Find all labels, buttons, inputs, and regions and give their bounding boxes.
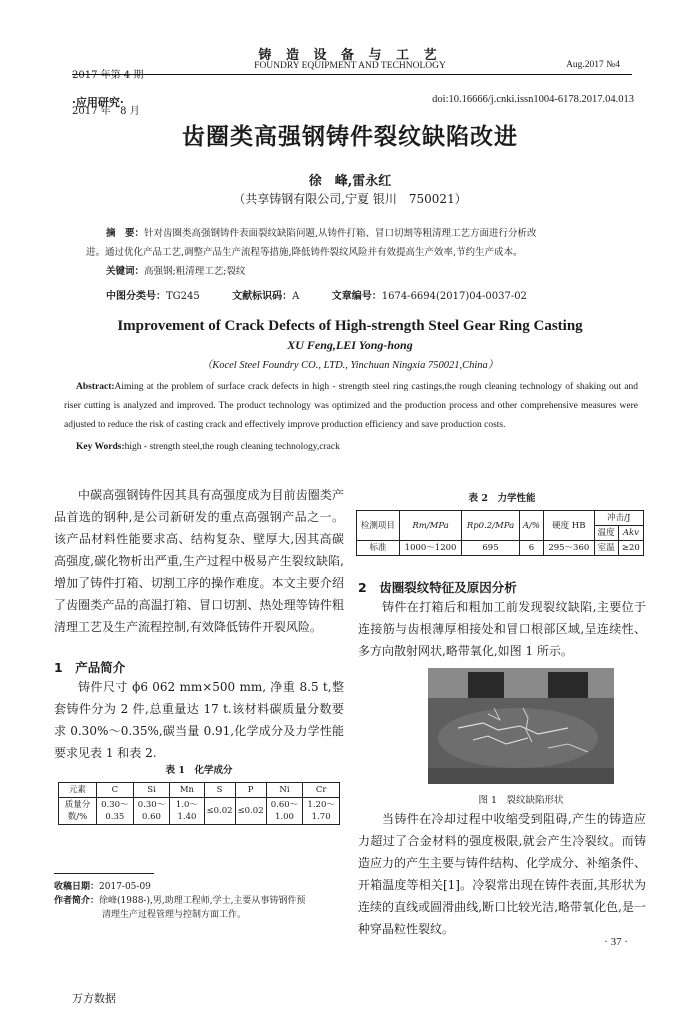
- table-1-header: Ni: [266, 783, 303, 798]
- table-2-data-row: [357, 541, 644, 556]
- article-no-label: 文章编号：: [331, 291, 382, 302]
- bio-line-2: 清理生产过程管理与控制方面工作。: [102, 910, 247, 920]
- table-2-header-akv: Akv: [618, 526, 643, 541]
- table-2-header-a: A/%: [519, 511, 543, 541]
- bio-label: 作者简介：: [54, 896, 100, 906]
- abstract-cn-text-1: 针对齿圈类高强钢铸件表面裂纹缺陷问题,从铸件打箱、冒口切割等粗清理工艺方面进行分析改: [144, 228, 537, 239]
- article-title-cn: 齿圈类高强钢铸件裂纹缺陷改进: [182, 124, 518, 150]
- table-1-header: Si: [133, 783, 170, 798]
- crack-defect-photo: [428, 668, 614, 784]
- table-1-header: C: [97, 783, 134, 798]
- received-date: 2017-05-09: [99, 882, 151, 892]
- received-label: 收稿日期：: [54, 882, 100, 892]
- table-2-header-item: 检测项目: [357, 511, 400, 541]
- keywords-en-label: Key Words:: [76, 442, 125, 452]
- table-2-header-row-1: [357, 511, 644, 526]
- crack-photo-graphic: [428, 668, 614, 784]
- section-tag: ·应用研究·: [72, 96, 124, 109]
- table-1-cell: 0.30～0.60: [133, 798, 170, 825]
- table-2-cell: 1000～1200: [399, 541, 461, 556]
- abstract-cn-label: 摘 要：: [106, 228, 145, 239]
- clc-value: TG245: [166, 291, 200, 302]
- journal-title-cn: 铸 造 设 备 与 工 艺: [258, 48, 442, 63]
- page-number: · 37 ·: [604, 936, 628, 948]
- table-1-header: 元素: [59, 783, 97, 798]
- table-1-cell: 0.60～1.00: [266, 798, 303, 825]
- abstract-cn-text-2: 进。通过优化产品工艺,调整产品生产流程等措施,降低铸件裂纹风险并有效提高生产效率,节约生产成本。: [86, 247, 523, 258]
- doi[interactable]: doi:10.16666/j.cnki.issn1004-6178.2017.04.013: [432, 94, 634, 105]
- table-1-header: S: [204, 783, 235, 798]
- affiliation-en: （Kocel Steel Foundry CO., LTD., Yinchuan Ningxia 750021,China）: [201, 360, 499, 371]
- affiliation-cn: （共享铸钢有限公司,宁夏 银川 750021）: [233, 192, 467, 206]
- table-1-cell: 0.30～0.35: [97, 798, 134, 825]
- classification-row: [106, 287, 527, 302]
- table-1-header: Cr: [303, 783, 340, 798]
- doc-code-label: 文献标识码：: [232, 291, 293, 302]
- table-2-cell: 295～360: [544, 541, 595, 556]
- keywords-en-row: [76, 442, 340, 452]
- intro-paragraph: 中碳高强钢铸件因其具有高强度成为目前齿圈类产品首选的钢种,是公司新研发的重点高强钢产品之一。该产品材料性能要求高、结构复杂、壁厚大,因其高碳高强度,碳化物析出严重,生产过程中极易产生裂纹缺陷,增加了铸件打箱、切割工序的操作难度。本文主要介绍了齿圈类产品的高温打箱、冒口切割、热处理等铸件粗清理工艺及生产流程控制,有效降低铸件开裂风险。: [54, 488, 344, 634]
- abstract-en-text: Aiming at the problem of surface crack defects in high - strength steel ring castings,the rough cleaning technology of shaking out and riser cutting is analyzed and improved. The product technology was optimized and the production process and other comprehensive measures were adjusted to reduce the risk of casting crack and effectively improve production efficiency and save production costs.: [64, 382, 638, 430]
- footnote: [54, 880, 344, 922]
- section-1-heading: 1 产品简介: [54, 660, 126, 675]
- table-2-cell: 标准: [357, 541, 400, 556]
- article-title-en: Improvement of Crack Defects of High-strength Steel Gear Ring Casting: [117, 318, 583, 334]
- table-1-cell: 1.0～1.40: [170, 798, 204, 825]
- footnote-rule: [54, 873, 154, 874]
- table-1-row-label: 质量分数/%: [59, 798, 97, 825]
- keywords-cn-label: 关键词：: [106, 266, 145, 277]
- abstract-en-label: Abstract:: [76, 382, 115, 392]
- keywords-en: high - strength steel,the rough cleaning technology,crack: [124, 442, 340, 452]
- issue-line-2: 2017 年 8 月: [72, 106, 140, 117]
- table-1-data-row: [59, 798, 340, 825]
- table-2: [356, 510, 644, 556]
- table-1-cell: ≤0.02: [204, 798, 235, 825]
- table-2-header-rm: Rm/MPa: [399, 511, 461, 541]
- table-1-cell: 1.20～1.70: [303, 798, 340, 825]
- table-2-cell: 室温: [594, 541, 618, 556]
- section-2-text: 铸件在打箱后和粗加工前发现裂纹缺陷,主要位于连接筋与齿根薄厚相接处和冒口根部区域,呈连续性、多方向散射网状,略带氧化,如图 1 所示。: [358, 600, 646, 658]
- table-1-caption: 表 1 化学成分: [165, 765, 233, 776]
- section-2-text-2: 当铸件在冷却过程中收缩受到阻碍,产生的铸造应力超过了合金材料的强度极限,就会产生冷裂纹。而铸造应力的产生主要与铸件结构、化学成分、补缩条件、开箱温度等相关[1]。冷裂常出现在铸件表面,其形状为连续的直线或圆滑曲线,断口比较光洁,略带氧化色,是一种穿晶粒性裂纹。: [358, 812, 647, 936]
- table-1: [58, 782, 340, 825]
- table-2-cell: 6: [519, 541, 543, 556]
- issue-en: Aug.2017 №4: [566, 60, 620, 70]
- table-2-header-impact: 冲击/J: [594, 511, 643, 526]
- table-2-header-hb: 硬度 HB: [544, 511, 595, 541]
- table-2-cell: ≥20: [618, 541, 643, 556]
- journal-title-en: FOUNDRY EQUIPMENT AND TECHNOLOGY: [254, 61, 446, 71]
- issue-line-1: 2017 年第 4 期: [72, 70, 144, 81]
- table-2-header-temp: 温度: [594, 526, 618, 541]
- table-1-cell: ≤0.02: [235, 798, 266, 825]
- bio-line-1: 徐峰(1988-),男,助理工程师,学士,主要从事铸钢件预: [99, 896, 306, 906]
- article-no-value: 1674-6694(2017)04-0037-02: [381, 291, 527, 302]
- table-1-header-row: [59, 783, 340, 798]
- table-2-cell: 695: [462, 541, 520, 556]
- section-2-heading: 2 齿圈裂纹特征及原因分析: [358, 580, 517, 595]
- wanfang-watermark: 万方数据: [72, 992, 116, 1005]
- figure-1-caption: 图 1 裂纹缺陷形状: [478, 795, 564, 806]
- table-1-header: Mn: [170, 783, 204, 798]
- clc-label: 中图分类号：: [106, 291, 166, 302]
- table-2-header-rp: Rp0.2/MPa: [462, 511, 520, 541]
- authors-en: XU Feng,LEI Yong-hong: [287, 338, 413, 352]
- table-1-header: P: [235, 783, 266, 798]
- abstract-en: [64, 378, 638, 435]
- doc-code-value: A: [292, 291, 300, 302]
- header-rule: [72, 74, 632, 75]
- abstract-cn: [86, 224, 632, 281]
- table-2-caption: 表 2 力学性能: [468, 493, 536, 504]
- keywords-cn: 高强钢;粗清理工艺;裂纹: [144, 266, 246, 277]
- authors-cn: 徐 峰,雷永红: [308, 174, 392, 189]
- section-1-text: 铸件尺寸 ϕ6 062 mm×500 mm, 净重 8.5 t,整套铸件分为 2 件,总重量达 17 t.该材料碳质量分数要求 0.30%～0.35%,碳当量 0.91,化学成分及力学性能要求见表 1 和表 2.: [54, 680, 344, 760]
